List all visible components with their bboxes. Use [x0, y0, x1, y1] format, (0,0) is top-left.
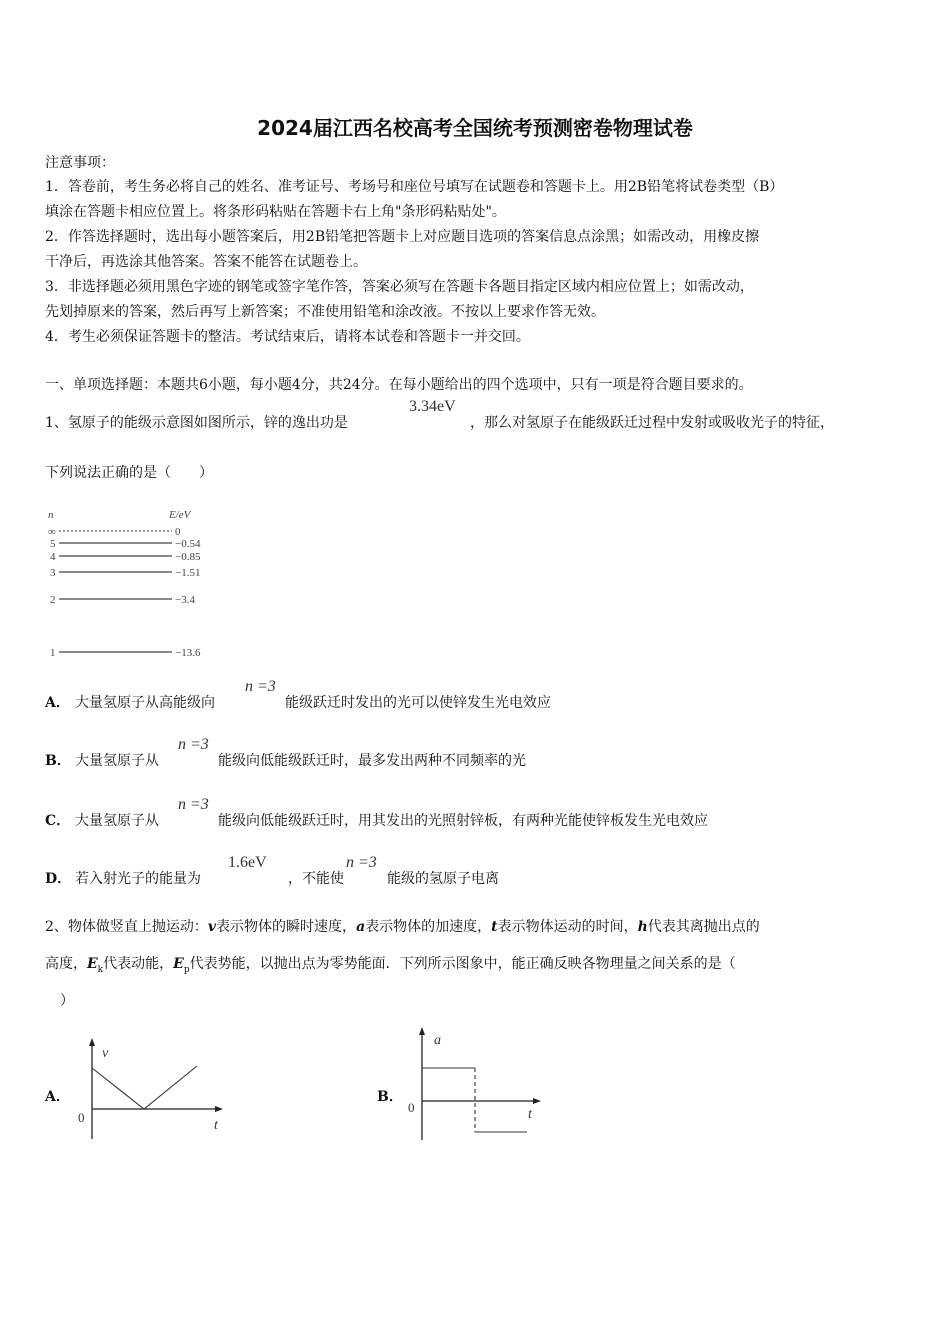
q1-work-function: 3.34eV — [409, 398, 456, 415]
option-c-post: 能级向低能级跃迁时，用其发出的光照射锌板，有两种光能使锌板发生光电效应 — [218, 813, 708, 829]
q2-line-1: 2、物体做竖直上抛运动：v表示物体的瞬时速度，a表示物体的加速度，t表示物体运动的时间，h代表其离抛出点的 — [45, 919, 760, 935]
level-e: −1.51 — [175, 567, 201, 579]
notice-line: 干净后，再选涂其他答案。答案不能答在试题卷上。 — [45, 254, 367, 270]
q1-stem-a: 1、氢原子的能级示意图如图所示，锌的逸出功是 — [45, 415, 348, 431]
level-n: 5 — [50, 538, 56, 550]
level-e: 0 — [175, 526, 181, 538]
option-a-math: n =3 — [245, 678, 276, 695]
notice-line: 填涂在答题卡相应位置上。将条形码粘贴在答题卡右上角"条形码粘贴处"。 — [45, 204, 506, 220]
graph-a-x-label: t — [214, 1118, 218, 1133]
level-n: 1 — [50, 647, 56, 659]
option-c-pre: 大量氢原子从 — [75, 813, 159, 829]
graph-b-label: B． — [377, 1089, 403, 1105]
graph-b-y-arrow — [419, 1027, 425, 1035]
diagram-n-label: n — [48, 509, 54, 521]
graph-b-x-label: t — [528, 1107, 532, 1122]
level-e: −0.54 — [175, 538, 201, 550]
energy-level-diagram — [45, 500, 225, 670]
q2-line-2: 高度，$E_k$代表动能，$E_p$代表势能，以抛出点为零势能面．下列所示图象中，能正确反映各物理量之间关系的是（ — [45, 956, 736, 975]
q1-stem-c: 下列说法正确的是（ ） — [45, 465, 213, 481]
option-b-math: n =3 — [178, 736, 209, 753]
level-n: 2 — [50, 594, 56, 606]
graph-b-x-arrow — [533, 1098, 541, 1104]
graph-a-x-arrow — [215, 1106, 223, 1112]
q2-line-3: ） — [60, 993, 74, 1009]
graph-b-y-label: a — [434, 1033, 441, 1048]
graph-a-origin: 0 — [78, 1110, 85, 1125]
diagram-e-label: E/eV — [169, 509, 191, 521]
notice-line: 2．作答选择题时，选出每小题答案后，用2B铅笔把答题卡上对应题目选项的答案信息点涂黑；如需改动，用橡皮擦 — [45, 229, 760, 245]
option-a-label: A． — [45, 695, 70, 711]
option-c-math: n =3 — [178, 796, 209, 813]
graph-a-v-t — [70, 1035, 230, 1145]
page-title: 2024届江西名校高考全国统考预测密卷物理试卷 — [257, 116, 693, 140]
graph-b-a-t — [400, 1020, 550, 1145]
graph-a-curve — [92, 1066, 197, 1109]
section-heading: 一、单项选择题：本题共6小题，每小题4分，共24分。在每小题给出的四个选项中，只有一项是符合题目要求的。 — [45, 377, 753, 393]
option-a-pre: 大量氢原子从高能级向 — [75, 695, 215, 711]
option-b-label: B． — [45, 753, 71, 769]
option-d-math: n =3 — [346, 854, 377, 871]
level-n: 3 — [50, 567, 56, 579]
level-e: −0.85 — [175, 551, 201, 563]
level-n: 4 — [50, 551, 56, 563]
level-e: −13.6 — [175, 647, 201, 659]
notice-line: 1．答卷前，考生务必将自己的姓名、准考证号、考场号和座位号填写在试题卷和答题卡上。用2B铅笔将试卷类型（B） — [45, 179, 784, 195]
level-e: −3.4 — [175, 594, 195, 606]
notice-line: 3．非选择题必须用黑色字迹的钢笔或签字笔作答，答案必须写在答题卡各题目指定区域内相应位置上；如需改动， — [45, 279, 754, 295]
level-n: ∞ — [48, 526, 56, 538]
notice-heading: 注意事项： — [45, 155, 115, 171]
q1-stem-b: ，那么对氢原子在能级跃迁过程中发射或吸收光子的特征， — [470, 415, 834, 431]
option-d-label: D． — [45, 871, 72, 887]
option-a-post: 能级跃迁时发出的光可以使锌发生光电效应 — [285, 695, 551, 711]
option-c-label: C． — [45, 813, 71, 829]
option-d-mid: ，不能使 — [288, 871, 344, 887]
option-b-post: 能级向低能级跃迁时，最多发出两种不同频率的光 — [218, 753, 526, 769]
option-d-energy: 1.6eV — [228, 854, 267, 871]
notice-line: 4．考生必须保证答题卡的整洁。考试结束后，请将本试卷和答题卡一并交回。 — [45, 329, 530, 345]
notice-line: 先划掉原来的答案，然后再写上新答案；不准使用铅笔和涂改液。不按以上要求作答无效。 — [45, 304, 605, 320]
option-b-pre: 大量氢原子从 — [75, 753, 159, 769]
graph-a-label: A． — [45, 1089, 70, 1105]
option-d-pre: 若入射光子的能量为 — [75, 871, 201, 887]
graph-a-y-arrow — [89, 1038, 95, 1046]
option-d-post: 能级的氢原子电离 — [387, 871, 499, 887]
graph-a-y-label: v — [102, 1046, 109, 1061]
graph-b-origin: 0 — [408, 1100, 415, 1115]
